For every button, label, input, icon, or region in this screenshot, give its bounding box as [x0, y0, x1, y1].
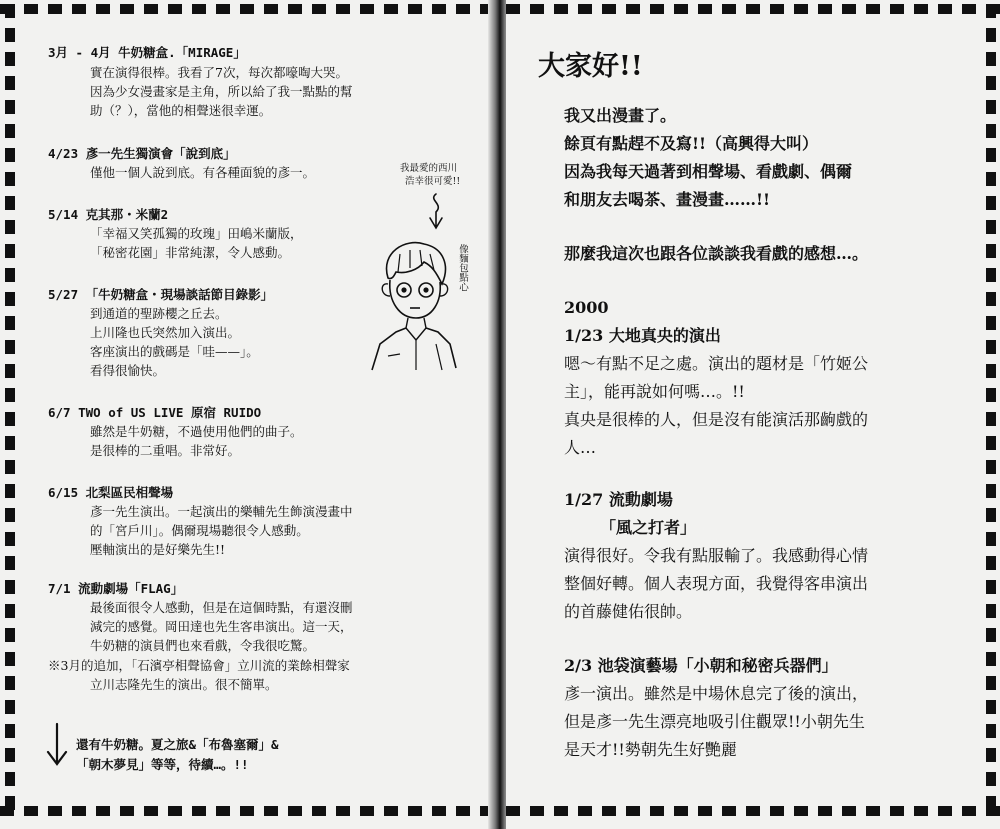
entry-line: 客座演出的戲碼是「哇——」。 [90, 344, 259, 359]
bottom-dash-border [506, 806, 1000, 816]
entry-line: 人… [564, 438, 597, 457]
bottom-dash-border [0, 806, 494, 816]
entry-line: 看得很愉快。 [90, 363, 166, 378]
entry-line: 因為少女漫畫家是主角，所以給了我一點點的幫 [90, 84, 353, 99]
lead-line: 那麼我這次也跟各位談談我看戲的感想…。 [564, 244, 869, 263]
entry-heading: 1/23 大地真央的演出 [564, 326, 721, 345]
sketch-note-line: 我最愛的西川 [400, 163, 458, 174]
entry-heading: 2/3 池袋演藝場「小朝和秘密兵器們」 [564, 656, 838, 675]
intro-line: 和朋友去喝茶、畫漫畫……!! [564, 190, 771, 209]
closing-line: 「朝木夢見」等等，待續…。!! [76, 757, 249, 772]
closing-line: 還有牛奶糖。夏之旅&「布魯塞爾」& [76, 737, 279, 752]
entry-heading: 3月 - 4月 牛奶糖盒.「MIRAGE」 [48, 45, 246, 60]
footnote-line: ※3月的追加，「石濱亭相聲協會」立川流的業餘相聲家 [48, 658, 350, 673]
entry-line: 助（？），當他的相聲迷很幸運。 [90, 103, 272, 118]
entry-heading: 6/15 北梨區民相聲場 [48, 485, 174, 500]
entry-line: 壓軸演出的是好樂先生!! [90, 542, 226, 557]
character-sketch-illustration [366, 232, 462, 372]
right-dash-border [986, 4, 996, 816]
entry-line: 僅他一個人說到底。有各種面貌的彥一。 [90, 165, 316, 180]
entry-line: 演得很好。令我有點服輸了。我感動得心情 [564, 546, 869, 565]
curved-arrow-icon [426, 192, 446, 232]
intro-line: 因為我每天過著到相聲場、看戲劇、偶爾 [564, 162, 853, 181]
entry-heading: 5/27 「牛奶糖盒・現場談話節目錄影」 [48, 287, 274, 302]
entry-line: 彥一先生演出。一起演出的樂輔先生飾演漫畫中 [90, 504, 353, 519]
right-page [506, 0, 1000, 829]
entry-line: 整個好轉。個人表現方面，我覺得客串演出 [564, 574, 869, 593]
entry-line: 是很棒的二重唱。非常好。 [90, 443, 241, 458]
intro-line: 我又出漫畫了。 [564, 106, 677, 125]
top-dash-border [506, 4, 1000, 14]
entry-heading: 5/14 克其那・米蘭2 [48, 207, 169, 222]
entry-subheading: 「風之打者」 [600, 518, 697, 537]
year-label: 2000 [564, 298, 609, 317]
intro-line: 餘頁有點趕不及寫!!（高興得大叫） [564, 134, 819, 153]
entry-line: 「幸福又笑孤獨的玫瑰」田嶋米蘭版， [90, 226, 303, 241]
entry-line: 到通道的聖跡櫻之丘去。 [90, 306, 228, 321]
sketch-side-note: 像麵包點心 [457, 244, 468, 292]
entry-heading: 6/7 TWO of US LIVE 原宿 RUIDO [48, 405, 262, 420]
entry-line: 「秘密花園」非常純潔，令人感動。 [90, 245, 291, 260]
entry-line: 的「宮戶川」。偶爾現場聽很令人感動。 [90, 523, 309, 538]
entry-heading: 1/27 流動劇場 [564, 490, 673, 509]
entry-line: 減完的感覺。岡田達也先生客串演出。這一天， [90, 619, 353, 634]
entry-line: 最後面很令人感動，但是在這個時點，有還沒刪 [90, 600, 353, 615]
sketch-note-line: 浩幸很可愛!! [405, 176, 461, 187]
entry-line: 但是彥一先生漂亮地吸引住觀眾!!小朝先生 [564, 712, 865, 731]
entry-heading: 4/23 彥一先生獨演會「說到底」 [48, 146, 236, 161]
entry-line: 是天才!!勢朝先生好艷麗 [564, 740, 737, 759]
entry-line: 主」，能再說如何嗎…。!! [564, 382, 745, 401]
entry-line: 真央是很棒的人，但是沒有能演活那齣戲的 [564, 410, 869, 429]
left-dash-border [5, 4, 15, 816]
entry-heading: 7/1 流動劇場「FLAG」 [48, 581, 184, 596]
entry-line: 實在演得很棒。我看了7次，每次都嚎啕大哭。 [90, 65, 348, 80]
entry-line: 牛奶糖的演員們也來看戲，令我很吃驚。 [90, 638, 316, 653]
left-page [0, 0, 494, 829]
entry-line: 嗯～有點不足之處。演出的題材是「竹姬公 [564, 354, 869, 373]
page-title: 大家好!! [538, 51, 643, 82]
entry-line: 的首藤健佑很帥。 [564, 602, 693, 621]
entry-line: 上川隆也氏突然加入演出。 [90, 325, 241, 340]
down-arrow-icon [44, 722, 70, 770]
top-dash-border [0, 4, 494, 14]
footnote-line: 立川志隆先生的演出。很不簡單。 [90, 677, 278, 692]
entry-line: 彥一演出。雖然是中場休息完了後的演出， [564, 684, 869, 703]
entry-line: 雖然是牛奶糖，不過使用他們的曲子。 [90, 424, 303, 439]
